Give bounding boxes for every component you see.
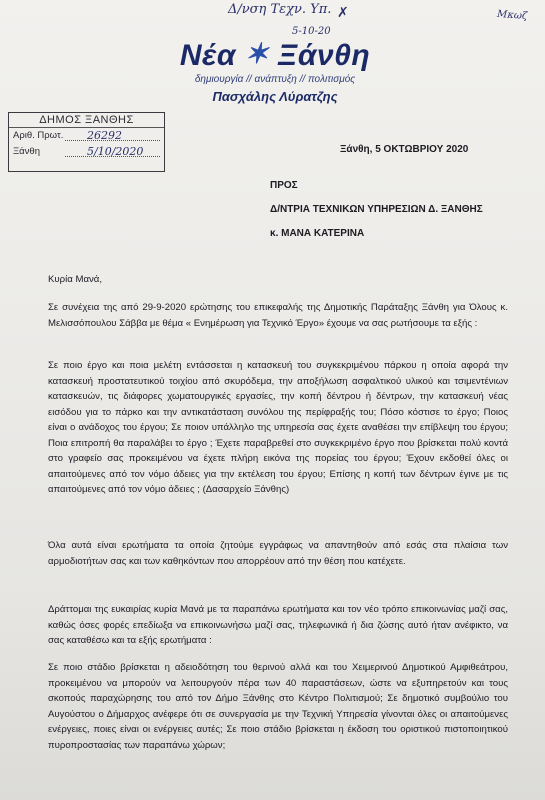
letter-to: ΠΡΟΣ — [270, 180, 298, 191]
letter-department: Δ/ΝΤΡΙΑ ΤΕΧΝΙΚΩΝ ΥΠΗΡΕΣΙΩΝ Δ. ΞΑΝΘΗΣ — [270, 204, 483, 215]
stamp-date-label: Ξάνθη — [13, 146, 40, 157]
stamp-protocol-value: 26292 — [87, 129, 122, 142]
handwritten-routing-note: Δ/νση Τεχν. Υπ. — [228, 2, 332, 17]
logo-title-right: Ξάνθη — [277, 39, 371, 72]
handwritten-date: 5-10-20 — [292, 26, 331, 37]
paragraph-request: Όλα αυτά είναι ερωτήματα τα οποία ζητούμε εγγράφως να απαντηθούν από εσάς στα πλαίσια των αρμοδιοτήτων σας και των καθηκόντων που απορρέουν από την θέση που κατέχετε. — [48, 540, 508, 567]
paragraph-amphitheatre: Σε ποιο στάδιο βρίσκεται η αδειοδότηση του θερινού αλλά και του Χειμερινού Δημοτικού Αμφιθεάτρου, προκειμένου να μπορούν να λειτουργούν πέρα των 40 παραστάσεων, ώστε να εξυπηρετούν και τους σκοπούς παραχώρησης του από τον Δήμο Ξάνθης στο Κέντρο Πολιτισμού; Σε δημοτικό συμβούλιο του Αυγούστου ο Δήμαρχος ανέφερε ότι σε συνεργασία με την Τεχνική Υπηρεσία γίνονται όλες οι απαιτούμενες ενέργειες, ποιες είναι οι ενέργειες αυτές; Σε ποιο στάδιο βρίσκεται η έκδοση του οριστικού πιστοποιητικού πυροπροστασίας των παραπάνω χώρων; — [48, 662, 508, 751]
party-logo — [145, 40, 405, 104]
stamp-heading: ΔΗΜΟΣ ΞΑΝΘΗΣ — [9, 113, 164, 128]
paragraph-additional: Δράττομαι της ευκαιρίας κυρία Μανά με τα παραπάνω ερωτήματα και τον νέο τρόπο επικοινωνίας μαζί σας, καθώς όσες φορές επεδίωξα να επικοινωνήσω μαζί σας, τηλεφωνικά ή δια ζώσης αυτό ήταν ανέφικτο, να σας καταθέσω και τα εξής ερωτήματα : — [48, 604, 508, 646]
stamp-date-row — [9, 144, 164, 160]
logo-title — [145, 40, 405, 72]
paragraph-park-questions: Σε ποιο έργο και ποια μελέτη εντάσσεται η κατασκευή του συγκεκριμένου πάρκου η οποία αφορά την κατασκευή προστατευτικού τοιχίου από σκυρόδεμα, την αποξήλωση ασφαλτικού υλικού και τσιμεντένιων κατασκευών, τις διάφορες χωματουργικές εργασίες, την κοπή δέντρου ή δέντρων, την κατασκευή νέας εισόδου για το πάρκο και την αντικατάσταση συνόλου της περίφραξής του; Πόσο κόστισε το έργο; Ποιος είναι ο ανάδοχος του έργου; Σε ποιον υπάλληλο της υπηρεσία σας έχετε αναθέσει την επίβλεψη του έργου; Ποια επιτροπή θα παραλάβει το έργο ; Έχετε παραβρεθεί στο συγκεκριμένο έργο που βρίσκεται πολύ κοντά στο γραφείο σας προκειμένου να έχετε πλήρη εικόνα της πορείας του έργου; Έχουν εκδοθεί όλες οι απαιτούμενες από τον νόμο άδειες για την εκτέλεση του έργου; Επίσης η κοπή των δέντρων έγινε με τις απαιτούμενες από τον νόμο άδειες ; (Δασαρχείο Ξάνθης) — [48, 360, 508, 495]
logo-title-left: Νέα — [179, 39, 236, 72]
protocol-stamp — [8, 112, 165, 172]
paragraph-intro: Σε συνέχεια της από 29-9-2020 ερώτησης του επικεφαλής της Δημοτικής Παράταξης Ξάνθη για Όλους κ. Μελισσόπουλου Σάββα με θέμα « Ενημέρωση για Τεχνικό Έργο» έχουμε να σας ρωτήσουμε τα εξής : — [48, 302, 508, 329]
handwritten-corner-note: Μκωζ — [496, 8, 528, 23]
stamp-date-value: 5/10/2020 — [87, 145, 144, 158]
logo-leader-name: Πασχάλης Λύρατζης — [212, 89, 338, 104]
letter-date: Ξάνθη, 5 ΟΚΤΩΒΡΙΟΥ 2020 — [340, 144, 469, 155]
logo-tagline: δημιουργία // ανάπτυξη // πολιτισμός — [194, 74, 356, 85]
checkmark-icon: ✗ — [337, 4, 349, 20]
letter-recipient: κ. ΜΑΝΑ ΚΑΤΕΡΙΝΑ — [270, 228, 365, 239]
stamp-protocol-label: Αριθ. Πρωτ. — [13, 130, 64, 141]
salutation: Κυρία Μανά, — [48, 274, 102, 285]
stamp-protocol-row — [9, 128, 164, 144]
star-icon: ✶ — [244, 38, 269, 69]
